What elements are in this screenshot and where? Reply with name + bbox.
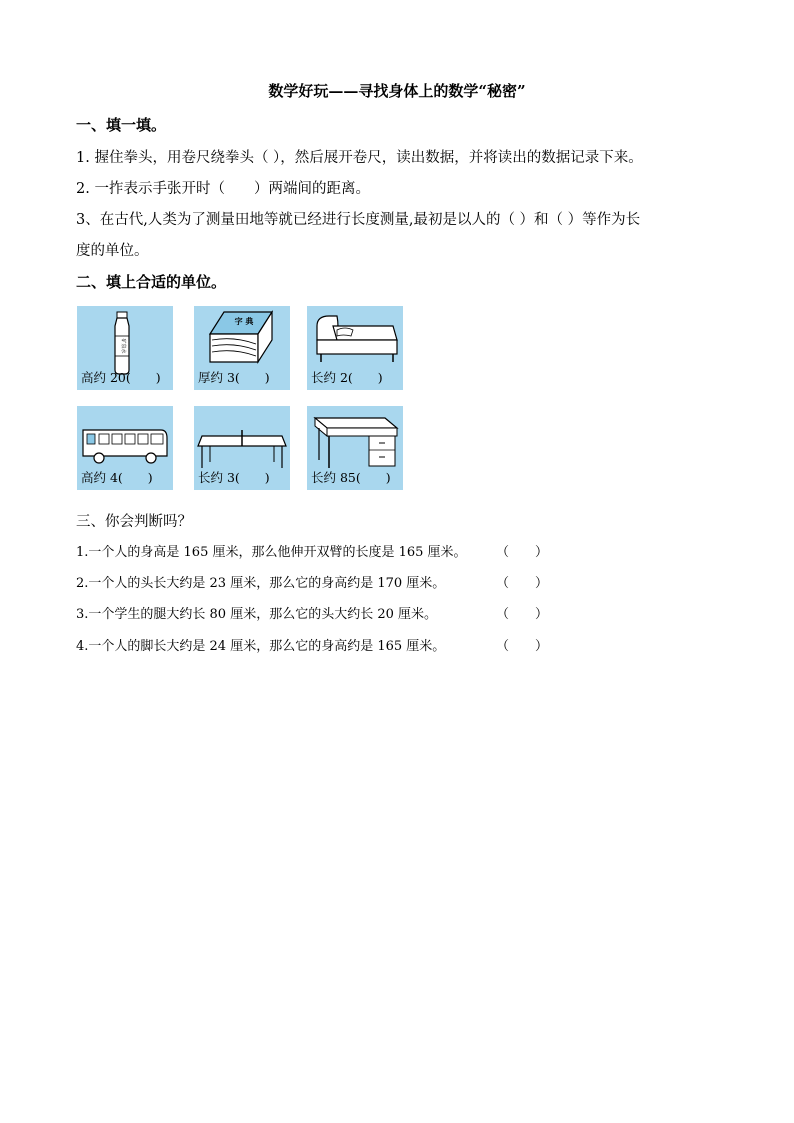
card-bed xyxy=(307,306,403,390)
card-label: 高约 4( ) xyxy=(81,470,153,485)
card-label: 长约 2( ) xyxy=(311,370,383,385)
judge-item-4: 4.一个人的脚长大约是 24 厘米，那么它的身高约是 165 厘米。 xyxy=(76,639,446,654)
judge-answer-4: （ ） xyxy=(496,639,549,654)
page-title: 数学好玩——寻找身体上的数学“秘密” xyxy=(268,82,526,100)
unit-picture-grid xyxy=(77,306,407,492)
bottle-label-text: 矿泉水 xyxy=(120,338,126,354)
question-2: 2. 一拃表示手张开时（ ）两端间的距离。 xyxy=(76,181,370,197)
card-label: 高约 20( ) xyxy=(81,370,161,385)
question-1: 1. 握住拳头，用卷尺绕拳头（ ），然后展开卷尺，读出数据，并将读出的数据记录下来。 xyxy=(76,150,643,166)
section1-heading: 一、填一填。 xyxy=(76,116,167,134)
section3-heading: 三、你会判断吗？ xyxy=(76,514,192,530)
card-pingpong-table xyxy=(194,406,290,490)
dictionary-title-text: 字 典 xyxy=(234,317,254,326)
card-label: 长约 3( ) xyxy=(198,470,270,485)
card-bottle xyxy=(77,306,173,390)
question-3-line1: 3、在古代,人类为了测量田地等就已经进行长度测量,最初是以人的（ ）和（ ）等作为长 xyxy=(76,212,641,228)
card-desk xyxy=(307,406,403,490)
judge-answer-3: （ ） xyxy=(496,607,549,622)
judge-item-1: 1.一个人的身高是 165 厘米，那么他伸开双臂的长度是 165 厘米。 xyxy=(76,545,467,560)
judge-answer-2: （ ） xyxy=(496,576,549,591)
card-label: 长约 85( ) xyxy=(311,470,391,485)
judge-item-3: 3.一个学生的腿大约长 80 厘米，那么它的头大约长 20 厘米。 xyxy=(76,607,438,622)
question-3-line2: 度的单位。 xyxy=(76,243,149,259)
judge-item-2: 2.一个人的头长大约是 23 厘米，那么它的身高约是 170 厘米。 xyxy=(76,576,446,591)
judge-answer-1: （ ） xyxy=(496,545,549,560)
card-dictionary xyxy=(194,306,290,390)
card-label: 厚约 3( ) xyxy=(198,370,270,385)
section2-heading: 二、填上合适的单位。 xyxy=(76,273,227,291)
card-bus xyxy=(77,406,173,490)
